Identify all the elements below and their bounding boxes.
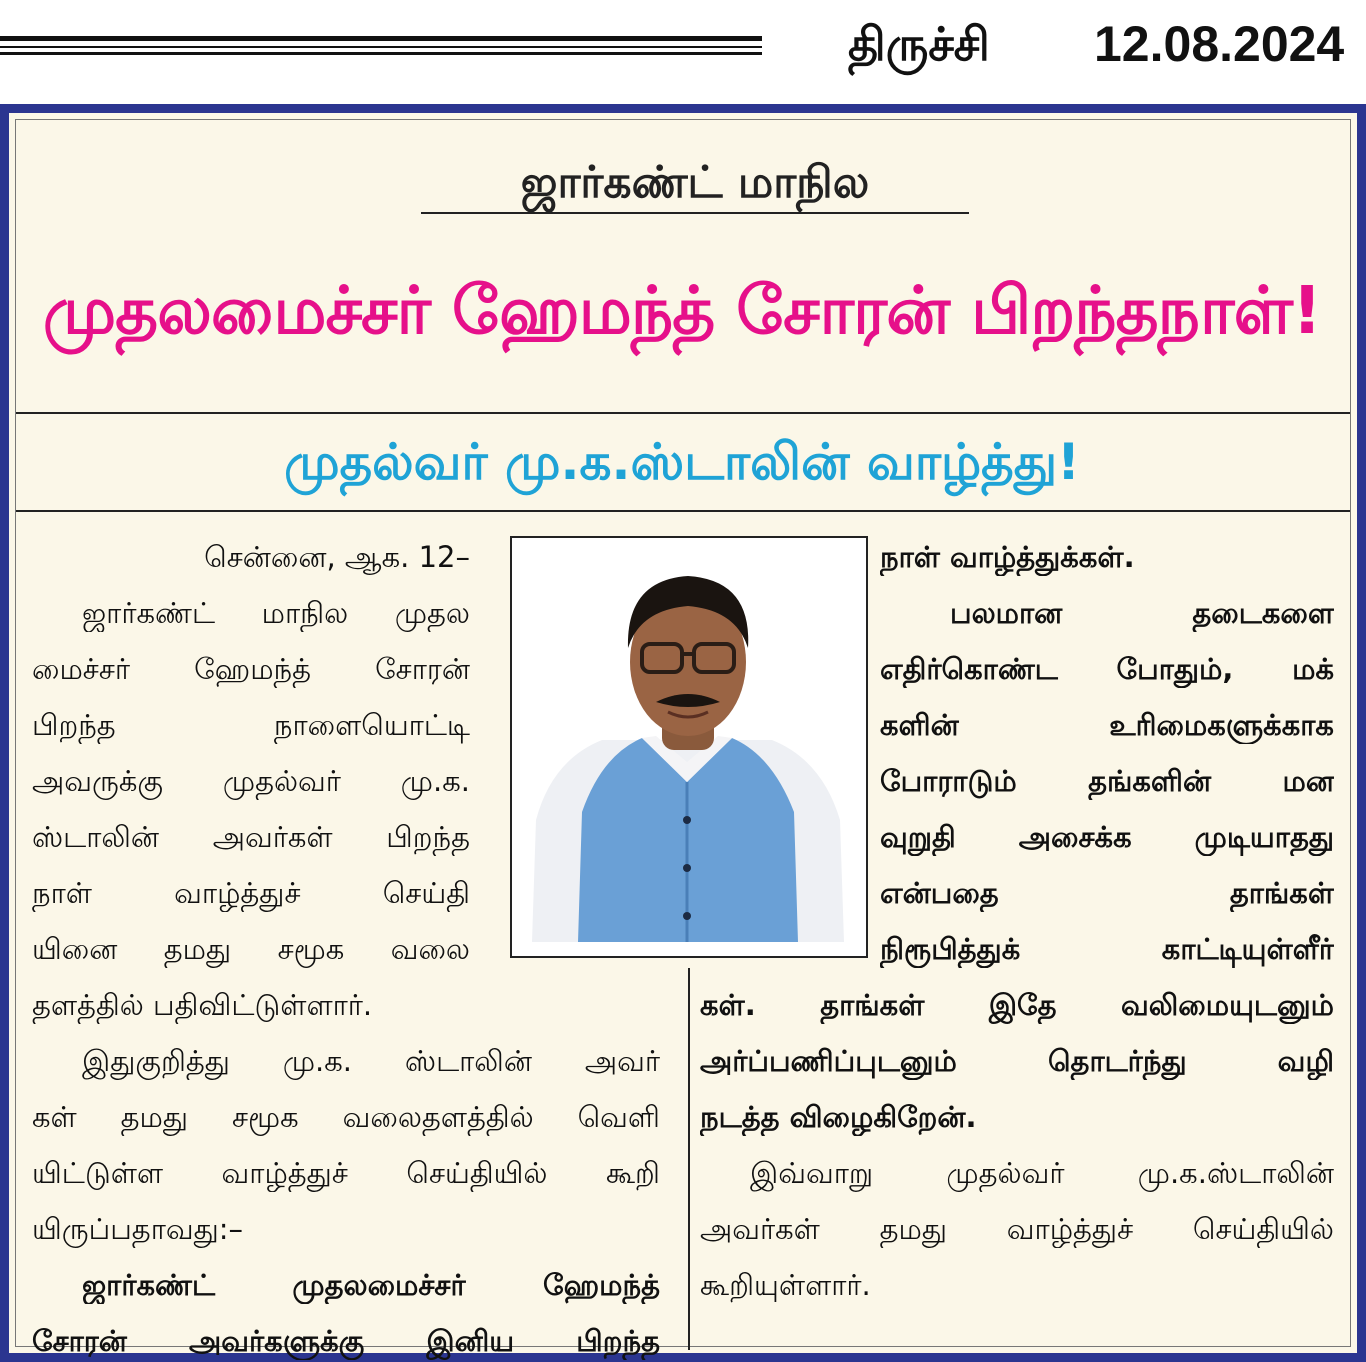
edition-city: திருச்சி	[848, 17, 990, 71]
dateline: சென்னை, ஆக. 12–	[204, 540, 470, 574]
body-line: யிருப்பதாவது:–	[32, 1212, 244, 1246]
body-line: யிட்டுள்ள வாழ்த்துச் செய்தியில் கூறி	[32, 1156, 660, 1190]
body-line: மைச்சர் ஹேமந்த் சோரன்	[32, 652, 470, 686]
quote-line: நடத்த விழைகிறேன்.	[700, 1100, 977, 1134]
body-line: ஜார்கண்ட் மாநில முதல	[82, 596, 470, 630]
edition-date: 12.08.2024	[1094, 16, 1345, 72]
quote-line: நிரூபித்துக் காட்டியுள்ளீர்	[880, 932, 1334, 966]
article-kicker: ஜார்கண்ட் மாநில	[421, 154, 969, 214]
body-line: பிறந்த நாளையொட்டி	[32, 708, 470, 742]
quote-line: களின் உரிமைகளுக்காக	[880, 708, 1334, 742]
masthead-rule	[0, 36, 762, 41]
body-line: தளத்தில் பதிவிட்டுள்ளார்.	[32, 988, 373, 1022]
article-headline: முதலமைச்சர் ஹேமந்த் சோரன் பிறந்தநாள்!	[42, 272, 1322, 349]
quote-line: கள். தாங்கள் இதே வலிமையுடனும்	[700, 988, 1334, 1022]
body-line: இதுகுறித்து மு.க. ஸ்டாலின் அவர்	[82, 1044, 660, 1078]
quote-line: வுறுதி அசைக்க முடியாதது	[880, 820, 1334, 854]
quote-line: பலமான தடைகளை	[950, 596, 1334, 630]
quote-line: எதிர்கொண்ட போதும், மக்	[880, 652, 1334, 686]
body-line: யினை தமது சமூக வலை	[32, 932, 470, 966]
quote-line: சோரன் அவர்களுக்கு இனிய பிறந்த	[32, 1324, 660, 1358]
quote-line: ஜார்கண்ட் முதலமைச்சர் ஹேமந்த்	[82, 1268, 660, 1302]
portrait-image	[522, 550, 852, 942]
body-line: அவர்கள் தமது வாழ்த்துச் செய்தியில்	[700, 1212, 1334, 1246]
masthead-rule	[0, 52, 762, 55]
article-inner-border	[15, 119, 1351, 1358]
hemant-soren-photo	[510, 536, 868, 958]
body-line: கூறியுள்ளார்.	[700, 1268, 871, 1302]
body-line: ஸ்டாலின் அவர்கள் பிறந்த	[32, 820, 470, 854]
body-line: நாள் வாழ்த்துச் செய்தி	[32, 876, 470, 910]
body-line: அவருக்கு முதல்வர் மு.க.	[32, 764, 470, 798]
quote-line: அர்ப்பணிப்புடனும் தொடர்ந்து வழி	[700, 1044, 1334, 1078]
subhead-divider	[16, 510, 1350, 512]
body-line: இவ்வாறு முதல்வர் மு.க.ஸ்டாலின்	[750, 1156, 1334, 1190]
article-subhead: முதல்வர் மு.க.ஸ்டாலின் வாழ்த்து!	[284, 433, 1080, 491]
quote-line: நாள் வாழ்த்துக்கள்.	[880, 540, 1135, 574]
quote-line: போராடும் தங்களின் மன	[880, 764, 1334, 798]
masthead-rule	[0, 46, 762, 48]
quote-line: என்பதை தாங்கள்	[880, 876, 1334, 910]
headline-divider	[16, 412, 1350, 414]
article-frame	[0, 104, 1366, 1362]
body-line: கள் தமது சமூக வலைதளத்தில் வெளி	[32, 1100, 660, 1134]
masthead	[0, 0, 1366, 100]
column-divider	[688, 968, 690, 1350]
